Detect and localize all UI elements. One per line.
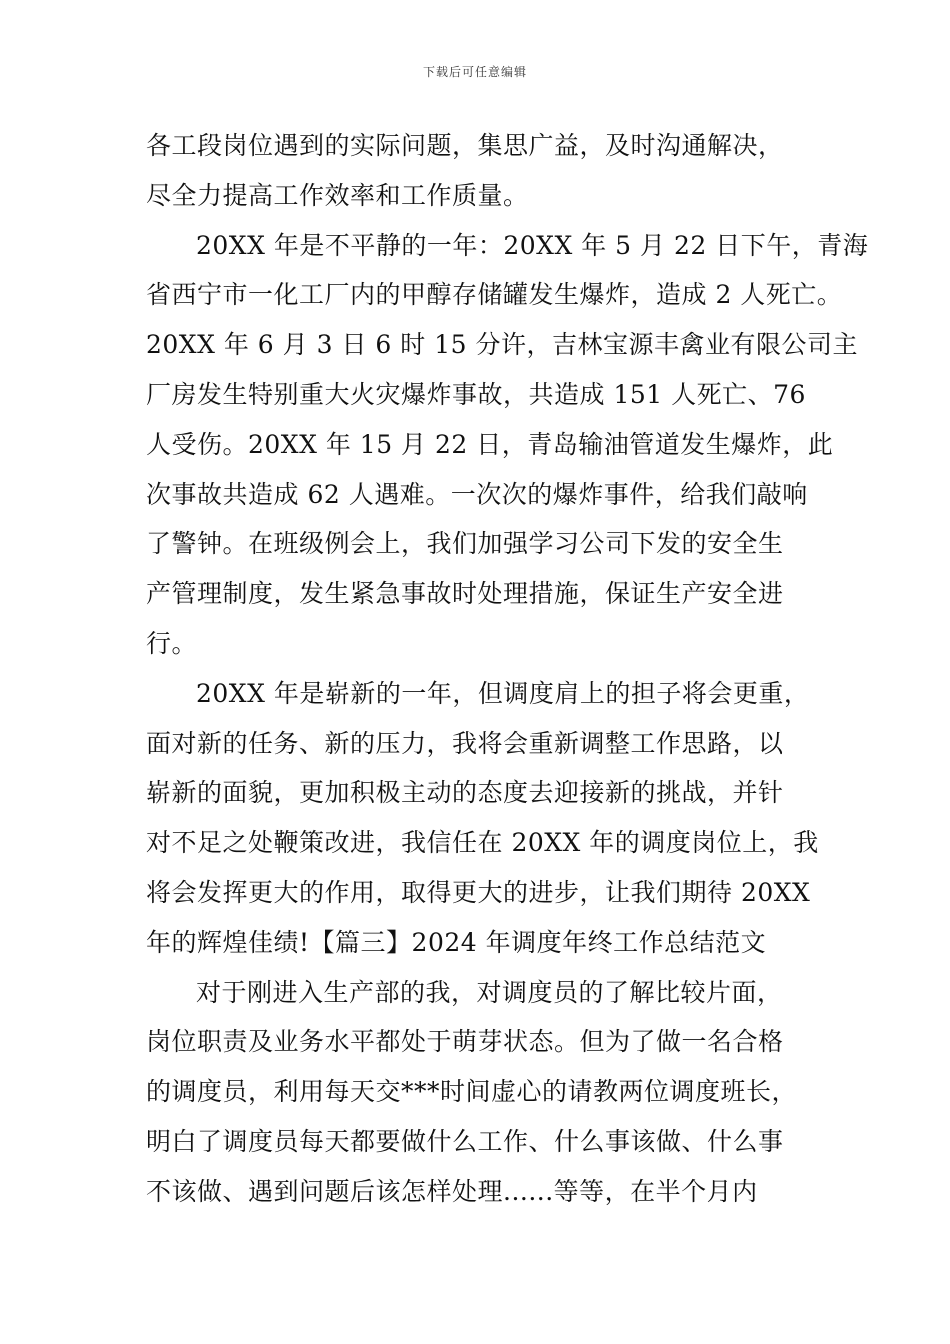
text-line: 各工段岗位遇到的实际问题，集思广益，及时沟通解决， [146, 131, 784, 160]
text-line: 明白了调度员每天都要做什么工作、什么事该做、什么事 [146, 1126, 784, 1156]
text-line: 省西宁市一化工厂内的甲醇存储罐发生爆炸，造成 2 人死亡。 [146, 280, 843, 310]
text-line: 面对新的任务、新的压力，我将会重新调整工作思路，以 [146, 728, 784, 758]
page-header: 下载后可任意编辑 [422, 65, 527, 79]
text-line: 次事故共造成 62 人遇难。一次次的爆炸事件，给我们敲响 [146, 479, 808, 509]
text-line: 岗位职责及业务水平都处于萌芽状态。但为了做一名合格 [146, 1027, 784, 1057]
text-line: 了警钟。在班级例会上，我们加强学习公司下发的安全生 [146, 529, 784, 559]
document-body [146, 126, 869, 1222]
paragraph-start-line: 对于刚进入生产部的我，对调度员的了解比较片面， [196, 977, 783, 1007]
paragraph-start-line: 20XX 年是崭新的一年，但调度肩上的担子将会更重， [196, 678, 810, 708]
text-line: 产管理制度，发生紧急事故时处理措施，保证生产安全进 [146, 579, 784, 609]
text-line: 厂房发生特别重大火灾爆炸事故，共造成 151 人死亡、76 [146, 379, 806, 409]
text-line: 20XX 年 6 月 3 日 6 时 15 分许，吉林宝源丰禽业有限公司主 [146, 330, 858, 360]
paragraph-start-line: 20XX 年是不平静的一年：20XX 年 5 月 22 日下午，青海 [196, 230, 869, 260]
text-line: 的调度员，利用每天交***时间虚心的请教两位调度班长， [146, 1077, 798, 1107]
text-line: 行。 [146, 628, 198, 658]
text-line: 对不足之处鞭策改进，我信任在 20XX 年的调度岗位上，我 [146, 828, 819, 858]
text-line: 崭新的面貌，更加积极主动的态度去迎接新的挑战，并针 [146, 778, 784, 808]
text-line: 人受伤。20XX 年 15 月 22 日，青岛输油管道发生爆炸，此 [146, 429, 834, 459]
text-line: 不该做、遇到问题后该怎样处理......等等，在半个月内 [146, 1176, 758, 1206]
text-line: 尽全力提高工作效率和工作质量。 [146, 180, 529, 210]
text-line: 年的辉煌佳绩!【篇三】2024 年调度年终工作总结范文 [146, 927, 767, 957]
text-line: 将会发挥更大的作用，取得更大的进步，让我们期待 20XX [146, 877, 811, 907]
